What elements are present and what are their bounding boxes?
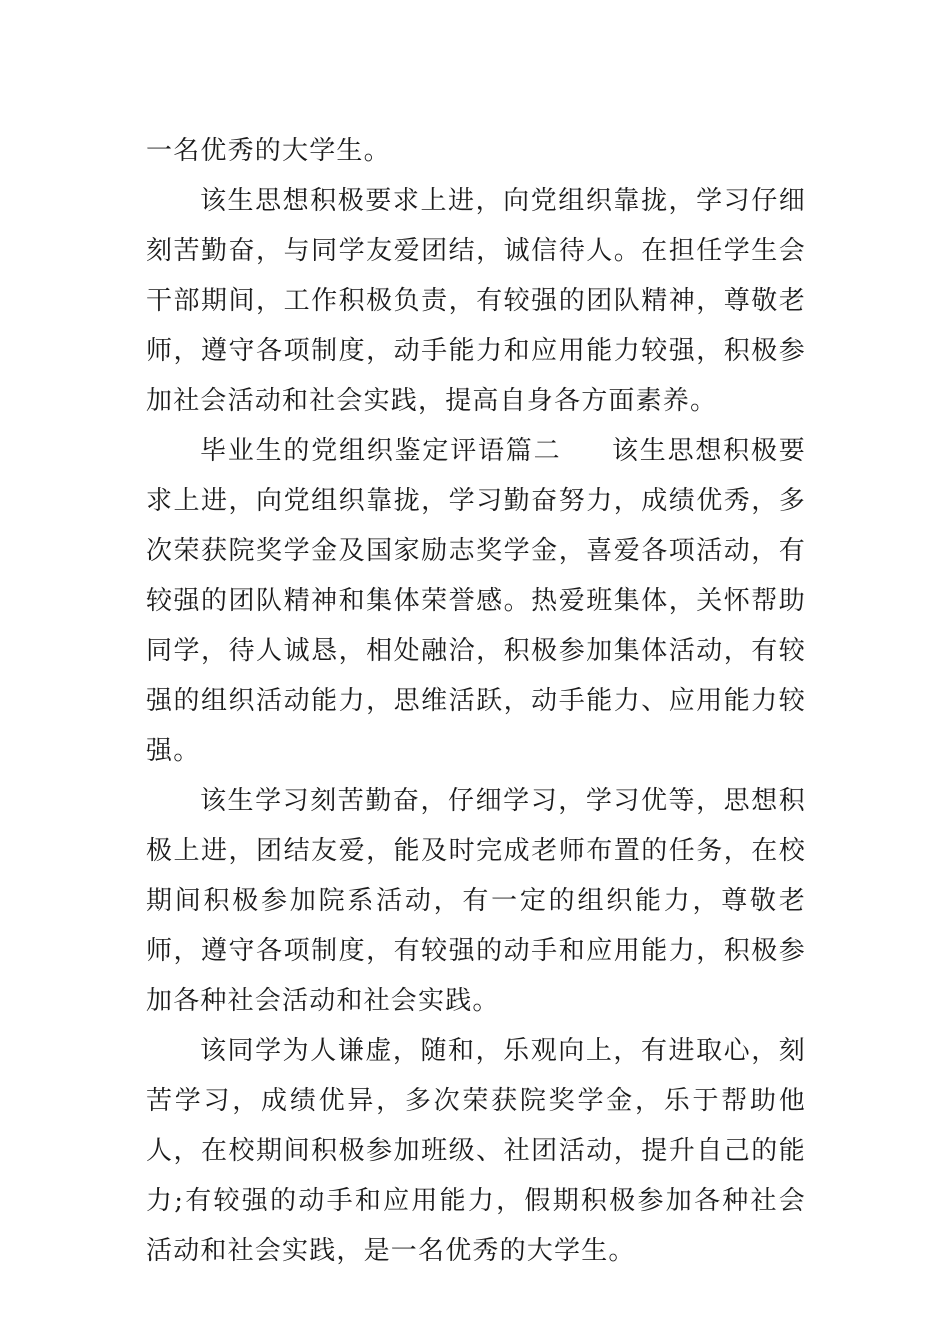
document-body (146, 126, 806, 1276)
paragraph-evaluation-2 (146, 426, 806, 776)
paragraph-continuation: 一名优秀的大学生。 (146, 136, 391, 166)
paragraph-evaluation-2-text: 该生思想积极要求上进，向党组织靠拢，学习勤奋努力，成绩优秀，多次荣获院奖学金及国家励志奖学金，喜爱各项活动，有较强的团队精神和集体荣誉感。热爱班集体，关怀帮助同学，待人诚恳，相处融洽，积极参加集体活动，有较强的组织活动能力，思维活跃，动手能力、应用能力较强。 (146, 436, 806, 766)
paragraph-evaluation-3: 该生学习刻苦勤奋，仔细学习，学习优等，思想积极上进，团结友爱，能及时完成老师布置的任务，在校期间积极参加院系活动，有一定的组织能力，尊敬老师，遵守各项制度，有较强的动手和应用能力，积极参加各种社会活动和社会实践。 (146, 786, 806, 1016)
paragraph-evaluation-1: 该生思想积极要求上进，向党组织靠拢，学习仔细刻苦勤奋，与同学友爱团结，诚信待人。在担任学生会干部期间，工作积极负责，有较强的团队精神，尊敬老师，遵守各项制度，动手能力和应用能力较强，积极参加社会活动和社会实践，提高自身各方面素养。 (146, 186, 806, 416)
paragraph-evaluation-4: 该同学为人谦虚，随和，乐观向上，有进取心，刻苦学习，成绩优异，多次荣获院奖学金，乐于帮助他人，在校期间积极参加班级、社团活动，提升自己的能力;有较强的动手和应用能力，假期积极参加各种社会活动和社会实践，是一名优秀的大学生。 (146, 1036, 806, 1266)
section-heading: 毕业生的党组织鉴定评语篇二 (200, 436, 562, 466)
